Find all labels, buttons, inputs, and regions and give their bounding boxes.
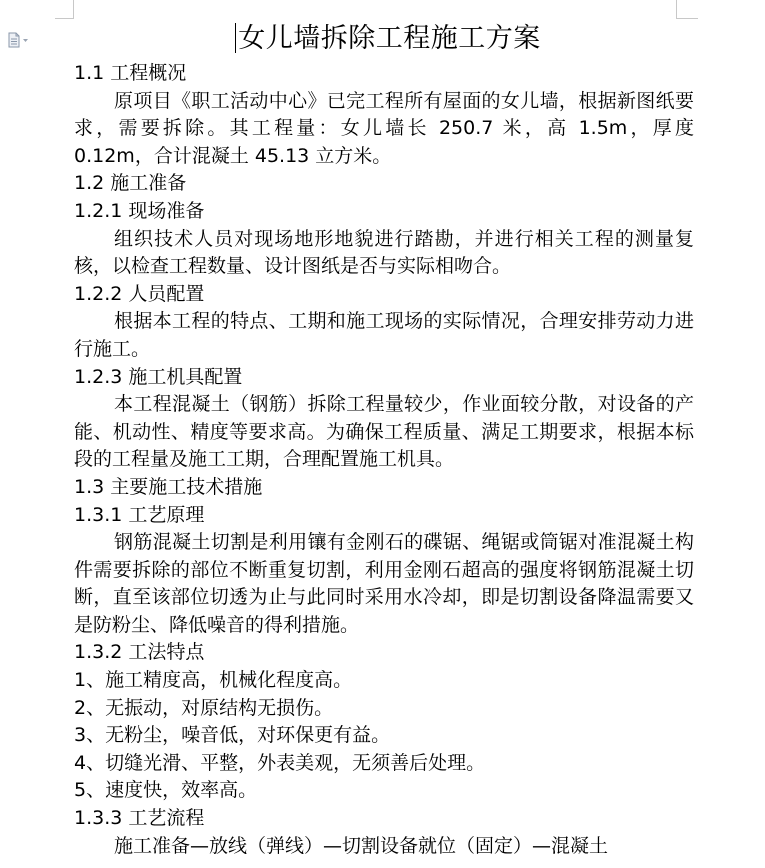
heading-1-2-2: 1.2.2 人员配置 xyxy=(74,282,205,305)
document-page[interactable] xyxy=(74,18,694,860)
list-item: 4、切缝光滑、平整，外表美观，无须善后处理。 xyxy=(74,751,486,774)
heading-1-3-3: 1.3.3 工艺流程 xyxy=(74,807,205,830)
crop-mark-top-left-vertical xyxy=(73,0,74,18)
heading-1-2-1: 1.2.1 现场准备 xyxy=(74,199,205,222)
document-title-text: 女儿墙拆除工程施工方案 xyxy=(238,23,541,54)
heading-1-3-1: 1.3.1 工艺原理 xyxy=(74,503,205,526)
heading-1-3-2: 1.3.2 工法特点 xyxy=(74,641,205,664)
list-item: 5、速度快，效率高。 xyxy=(74,779,258,802)
paragraph-equipment: 本工程混凝土（钢筋）拆除工程量较少，作业面较分散，对设备的产能、机动性、精度等要求高。为确保工程质量、满足工期要求，根据本标段的工程量及施工工期，合理配置施工机具。 xyxy=(74,393,694,471)
paragraph-site-preparation: 组织技术人员对现场地形地貌进行踏勘，并进行相关工程的测量复核，以检查工程数量、设计图纸是否与实际相吻合。 xyxy=(74,227,694,278)
text-cursor xyxy=(235,23,236,53)
paragraph-process-flow: 施工准备—放线（弹线）—切割设备就位（固定）—混凝土 xyxy=(114,834,609,857)
crop-mark-top-left-horizontal xyxy=(55,18,74,19)
paragraph-project-overview: 原项目《职工活动中心》已完工程所有屋面的女儿墙，根据新图纸要求，需要拆除。其工程量：女儿墙长 250.7 米，高 1.5m，厚度 0.12m，合计混凝土 45.13 立方米。 xyxy=(74,89,694,167)
list-item: 3、无粉尘，噪音低，对环保更有益。 xyxy=(74,724,391,747)
document-title xyxy=(74,18,694,60)
paragraph-process-principle: 钢筋混凝土切割是利用镶有金刚石的碟锯、绳锯或筒锯对准混凝土构件需要拆除的部位不断重复切割，利用金刚石超高的强度将钢筋混凝土切断，直至该部位切透为止与此同时采用水冷却，即是切割设备降温需要又是防粉尘、降低噪音的得利措施。 xyxy=(74,531,694,636)
crop-mark-top-right-vertical xyxy=(676,0,677,18)
heading-1-2: 1.2 施工准备 xyxy=(74,172,187,195)
list-item: 1、施工精度高，机械化程度高。 xyxy=(74,669,353,692)
document-options-icon[interactable] xyxy=(6,32,34,48)
heading-1-2-3: 1.2.3 施工机具配置 xyxy=(74,365,243,388)
heading-1-1: 1.1 工程概况 xyxy=(74,62,187,84)
paragraph-staffing: 根据本工程的特点、工期和施工现场的实际情况，合理安排劳动力进行施工。 xyxy=(74,310,694,360)
heading-1-3: 1.3 主要施工技术措施 xyxy=(74,475,263,498)
list-item: 2、无振动，对原结构无损伤。 xyxy=(74,696,334,719)
